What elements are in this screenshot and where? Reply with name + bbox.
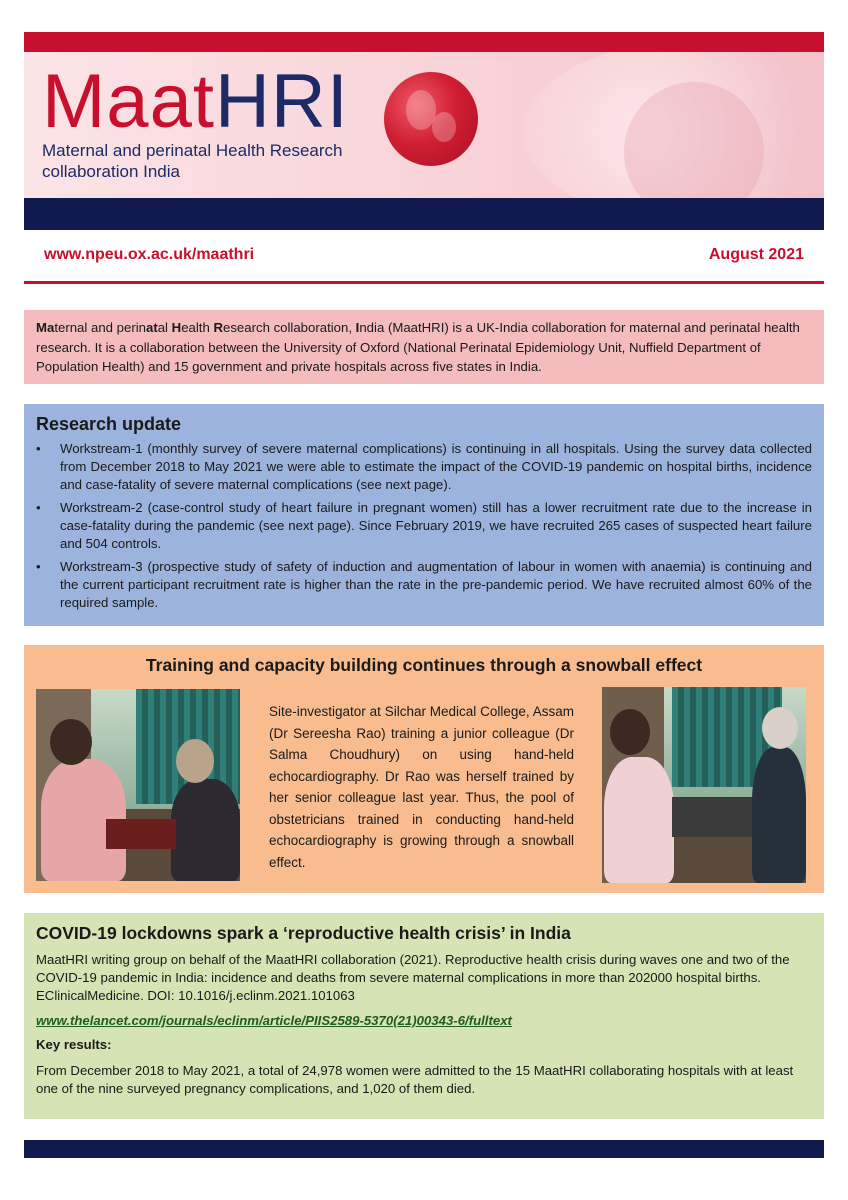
key-results-text: From December 2018 to May 2021, a total of 24,978 women were admitted to the 15 MaatHRI collaborating hospitals with at least one of the nine surveyed pregnancy complications, and 1,020 of them died. <box>36 1063 794 1096</box>
training-title: Training and capacity building continues through a snowball effect <box>145 655 703 675</box>
top-red-bar <box>24 32 824 52</box>
training-panel <box>24 645 824 893</box>
footer-navy-bar <box>24 1140 824 1158</box>
website-url[interactable]: www.npeu.ox.ac.uk/maathri <box>44 246 255 263</box>
training-photo-left <box>36 689 240 881</box>
list-item: • Workstream-2 (case-control study of heart failure in pregnant women) still has a lower recruitment rate due to the increase in case-fatality during the pandemic (see next page). Since February 2019, we have recruited 265 cases of suspected heart failure and 504 controls. <box>36 500 812 551</box>
subtitle-line-1: Maternal and perinatal Health Research <box>42 141 343 160</box>
training-photo-right <box>602 687 806 883</box>
list-item: • Workstream-1 (monthly survey of severe maternal complications) is continuing in all hospitals. Using the survey data collected from December 2018 to May 2021 we were able to estimate the impact of the COVID-19 pandemic on hospital births, incidence and case-fatality of severe maternal complications (see next page). <box>36 441 812 492</box>
list-item: • Workstream-3 (prospective study of safety of induction and augmentation of labour in women with anaemia) is continuing and the current participant recruitment rate is higher than the rate in the pre-pandemic period. We have recruited almost 60% of the required sample. <box>36 559 812 610</box>
intro-panel: Maternal and perinatal Health Research collaboration, India (MaatHRI) is a UK-India collaboration for maternal and perinatal health research. It is a collaboration between the University of Oxford (National Perinatal Epidemiology Unit, Nuffield Department of Population Health) and 15 government and private hospitals across five states in India. <box>24 310 824 384</box>
training-caption: Site-investigator at Silchar Medical College, Assam (Dr Sereesha Rao) training a junior colleague (Dr Salma Choudhury) on using hand-held echocardiography. Dr Rao was herself trained by her senior colleague last year. Thus, the pool of obstetricians trained in conducting hand-held echocardiography is growing through a snowball effect. <box>269 704 574 870</box>
research-update-title: Research update <box>36 414 182 434</box>
subtitle-line-2: collaboration India <box>42 162 180 181</box>
header-navy-bar <box>24 198 824 230</box>
maathri-logo <box>42 60 349 144</box>
bullet-icon: • <box>36 559 41 574</box>
masthead <box>24 52 824 198</box>
key-results-heading: Key results: <box>36 1037 112 1052</box>
bullet-icon: • <box>36 441 41 456</box>
research-update-panel <box>24 404 824 626</box>
logo-hri-text: HRI <box>214 59 349 144</box>
logo-maat-text: Maat <box>42 59 215 144</box>
divider-rule <box>24 281 824 284</box>
covid-panel <box>24 913 824 1119</box>
issue-date: August 2021 <box>708 246 804 263</box>
globe-logo-icon <box>384 72 478 166</box>
bullet-icon: • <box>36 500 41 515</box>
covid-citation: MaatHRI writing group on behalf of the MaatHRI collaboration (2021). Reproductive health crisis during waves one and two of the COVID-19 pandemic in India: incidence and deaths from severe maternal complications in more than 202000 hospital births. EClinicalMedicine. DOI: 10.1016/j.eclinm.2021.101063 <box>36 952 790 1003</box>
masthead-subtitle <box>42 140 343 182</box>
research-list <box>36 440 812 612</box>
article-link[interactable]: www.thelancet.com/journals/eclinm/article/PIIS2589-5370(21)00343-6/fulltext <box>36 1013 512 1028</box>
covid-title: COVID-19 lockdowns spark a ‘reproductive health crisis’ in India <box>36 923 571 943</box>
